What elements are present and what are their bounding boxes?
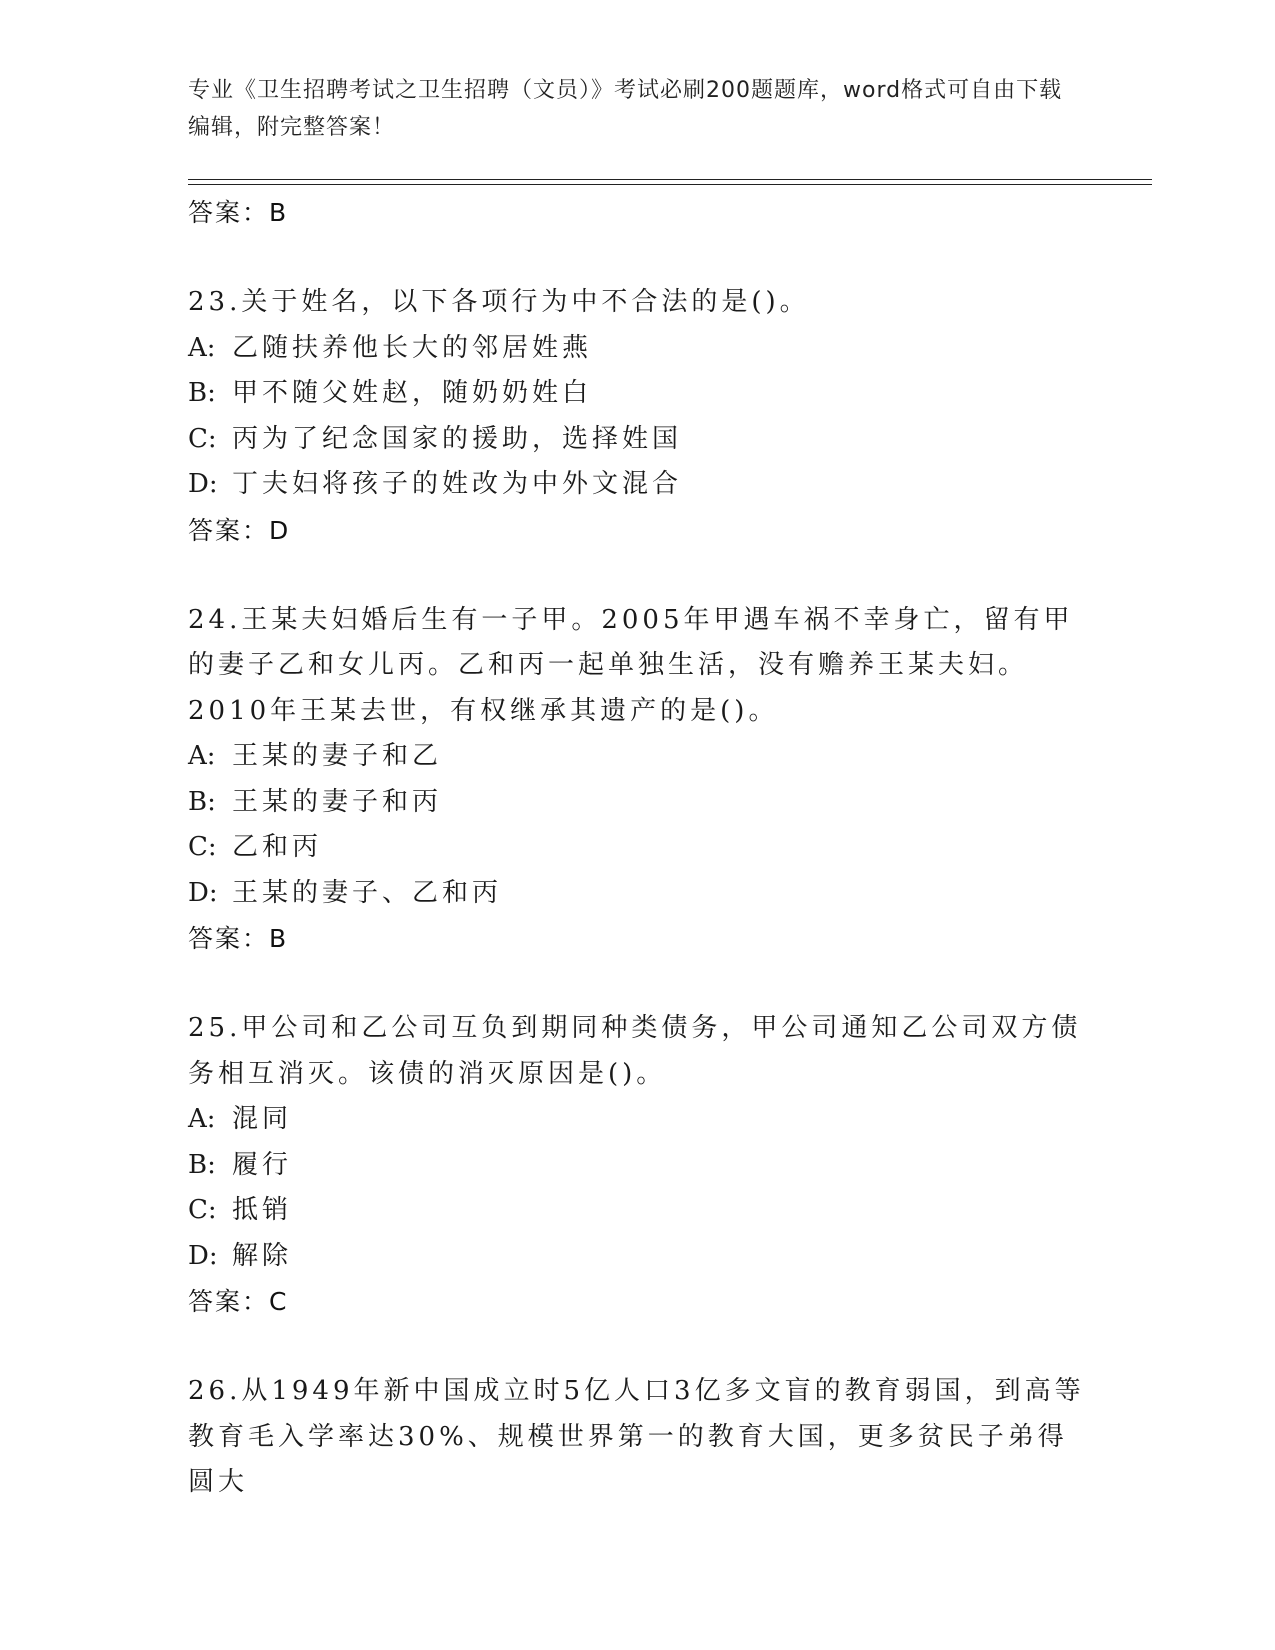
- option-letter: C:: [188, 423, 217, 454]
- option-letter: D:: [188, 1240, 218, 1271]
- question-text: 26.从1949年新中国成立时5亿人口3亿多文盲的教育弱国，到高等教育毛入学率达30%、规模世界第一的教育大国，更多贫民子弟得圆大: [188, 1376, 1085, 1497]
- option-text: 丁夫妇将孩子的姓改为中外文混合: [232, 469, 683, 499]
- option-item: [188, 871, 1088, 917]
- document-header: [188, 72, 1068, 146]
- question-block: [188, 1369, 1088, 1506]
- question-block: [188, 598, 1088, 963]
- option-letter: C:: [188, 832, 217, 862]
- option-letter: C:: [188, 1195, 217, 1225]
- option-text: 丙为了纪念国家的援助，选择姓国: [232, 423, 683, 454]
- option-text: 乙和丙: [232, 832, 323, 862]
- answer-line: 答案：C: [188, 1287, 289, 1316]
- option-item: [188, 371, 1088, 417]
- option-item: [188, 462, 1088, 508]
- question-block: [188, 1006, 1088, 1325]
- option-text: 抵销: [232, 1195, 293, 1225]
- option-text: 解除: [232, 1240, 293, 1271]
- option-item: [188, 1143, 1088, 1189]
- option-letter: D:: [188, 877, 218, 908]
- question-block: [188, 280, 1088, 554]
- option-item: [188, 417, 1088, 463]
- option-letter: B:: [188, 786, 216, 817]
- answer-line: 答案：B: [188, 924, 289, 953]
- question-text: 23.关于姓名，以下各项行为中不合法的是()。: [188, 287, 810, 317]
- header-text: 专业《卫生招聘考试之卫生招聘（文员）》考试必刷200题题库，word格式可自由下载编辑，附完整答案！: [188, 78, 1063, 140]
- answer-line: 答案：D: [188, 515, 291, 545]
- option-item: [188, 1188, 1088, 1234]
- option-item: [188, 825, 1088, 871]
- header-divider-secondary: [188, 184, 1152, 185]
- option-text: 王某的妻子和丙: [232, 786, 443, 817]
- question-text: 25.甲公司和乙公司互负到期同种类债务，甲公司通知乙公司双方债务相互消灭。该债的消灭原因是()。: [188, 1013, 1082, 1089]
- option-item: [188, 1234, 1088, 1280]
- option-text: 王某的妻子和乙: [232, 741, 443, 771]
- option-text: 王某的妻子、乙和丙: [232, 877, 503, 908]
- answer-line: 答案：B: [188, 198, 289, 227]
- option-letter: A:: [188, 1104, 216, 1134]
- option-text: 履行: [232, 1149, 293, 1180]
- option-item: [188, 780, 1088, 826]
- option-text: 混同: [232, 1104, 293, 1134]
- option-letter: B:: [188, 378, 216, 408]
- option-item: [188, 734, 1088, 780]
- option-letter: A:: [188, 741, 216, 771]
- header-divider: [188, 179, 1152, 180]
- document-body: [188, 190, 1088, 1506]
- option-text: 甲不随父姓赵，随奶奶姓白: [232, 378, 593, 408]
- question-text: 24.王某夫妇婚后生有一子甲。2005年甲遇车祸不幸身亡，留有甲的妻子乙和女儿丙。乙和丙一起单独生活，没有赡养王某夫妇。2010年王某去世，有权继承其遗产的是()。: [188, 604, 1074, 726]
- option-letter: A:: [188, 332, 216, 363]
- option-letter: B:: [188, 1149, 216, 1180]
- option-item: [188, 326, 1088, 372]
- option-letter: D:: [188, 469, 218, 499]
- option-text: 乙随扶养他长大的邻居姓燕: [232, 332, 593, 363]
- option-item: [188, 1097, 1088, 1143]
